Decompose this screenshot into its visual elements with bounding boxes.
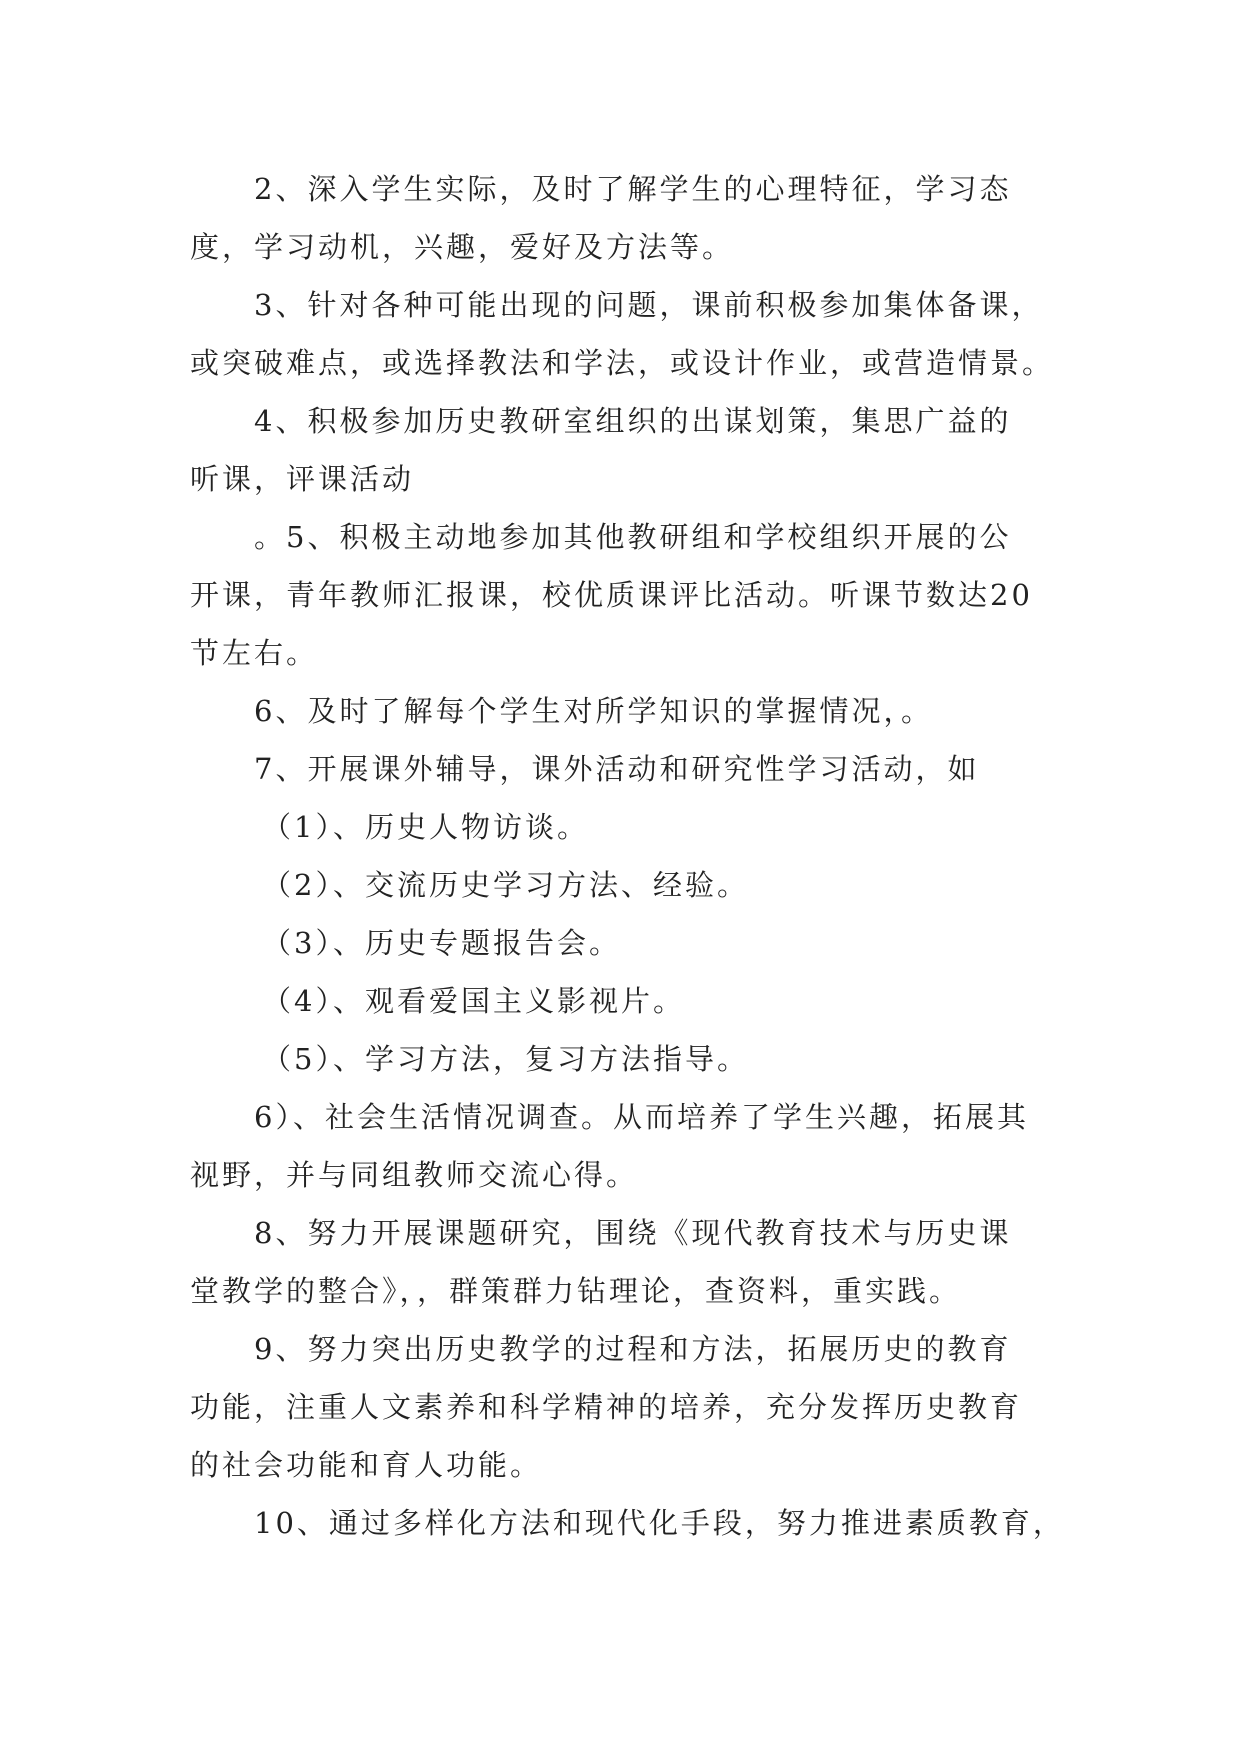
paragraph-line: 听课，评课活动 [190, 462, 415, 496]
paragraph-line: 度，学习动机，兴趣，爱好及方法等。 [190, 230, 735, 264]
paragraph-line: 的社会功能和育人功能。 [190, 1448, 543, 1482]
paragraph-line: 9、努力突出历史教学的过程和方法，拓展历史的教育 [254, 1332, 1012, 1366]
paragraph-line: 。5、积极主动地参加其他教研组和学校组织开展的公 [254, 520, 1012, 554]
paragraph-line: 堂教学的整合》，，群策群力钻理论，查资料，重实践。 [190, 1274, 962, 1308]
paragraph-line: 8、努力开展课题研究，围绕《现代教育技术与历史课 [254, 1216, 1012, 1250]
paragraph-line: 3、针对各种可能出现的问题，课前积极参加集体备课， [254, 288, 1044, 322]
paragraph-line: 4、积极参加历史教研室组织的出谋划策，集思广益的 [254, 404, 1012, 438]
paragraph-line: 功能，注重人文素养和科学精神的培养，充分发挥历史教育 [190, 1390, 1023, 1424]
list-item: （4）、观看爱国主义影视片。 [262, 984, 685, 1018]
paragraph-line: 6、及时了解每个学生对所学知识的掌握情况，。 [254, 694, 933, 728]
paragraph-line: 节左右。 [190, 636, 319, 670]
paragraph-line: 2、深入学生实际，及时了解学生的心理特征，学习态 [254, 172, 1012, 206]
paragraph-line: 视野，并与同组教师交流心得。 [190, 1158, 639, 1192]
paragraph-line: 或突破难点，或选择教法和学法，或设计作业，或营造情景。 [190, 346, 1055, 380]
list-item: （2）、交流历史学习方法、经验。 [262, 868, 749, 902]
paragraph-line: 6）、社会生活情况调查。从而培养了学生兴趣，拓展其 [254, 1100, 1029, 1134]
list-item: （5）、学习方法，复习方法指导。 [262, 1042, 749, 1076]
document-body [190, 160, 1065, 1552]
paragraph-line: 10、通过多样化方法和现代化手段，努力推进素质教育， [254, 1506, 1065, 1540]
paragraph-line: 开课，青年教师汇报课，校优质课评比活动。听课节数达20 [190, 578, 1033, 612]
list-item: （3）、历史专题报告会。 [262, 926, 621, 960]
paragraph-line: 7、开展课外辅导，课外活动和研究性学习活动，如 [254, 752, 980, 786]
list-item: （1）、历史人物访谈。 [262, 810, 589, 844]
